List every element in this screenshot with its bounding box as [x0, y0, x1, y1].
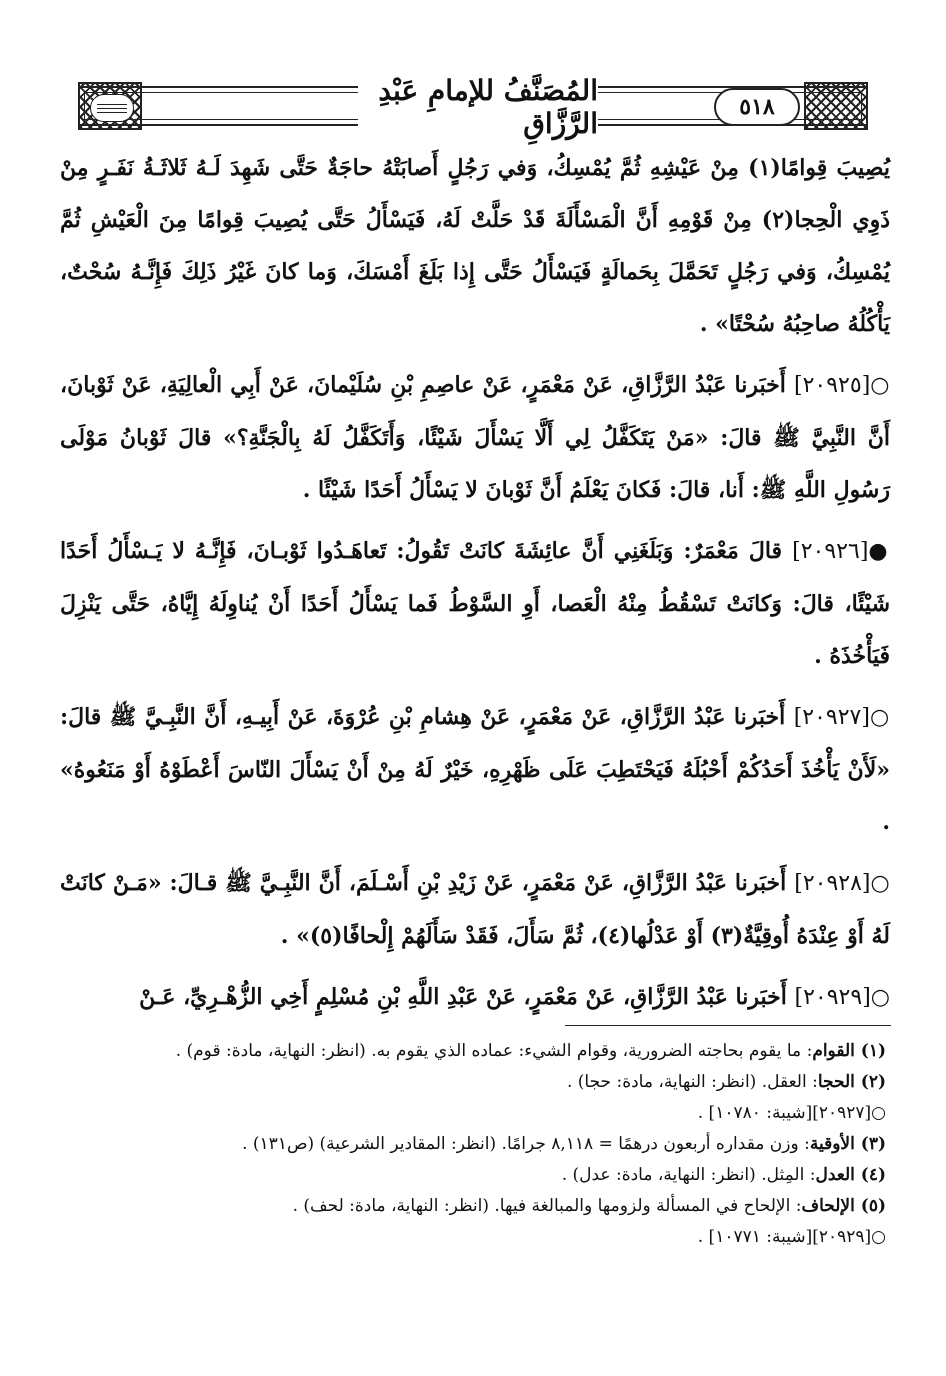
seal-logo [90, 94, 134, 122]
footnote-label: (٢) الحجا [817, 1072, 886, 1092]
footnote-text: : العقل. (انظر: النهاية، مادة: حجا) . [566, 1072, 818, 1092]
hadith-20925 [60, 359, 890, 516]
hadith-text: أَخبَرنا عَبْدُ الرَّزَّاقِ، عَنْ مَعْمَرٍ، عَنْ زَيْدِ بْنِ أَسْـلَمَ، أَنَّ النَّبِـيَّ ﷺ قـالَ: «مَـنْ كانَتْ لَهُ أَوْ عِنْدَهُ أُوقِيَّةٌ(٣) أَوْ عَدْلُها(٤)، ثُمَّ سَأَلَ، فَقَدْ سَأَلَهُمْ إِلْحافًا(٥)» . [60, 870, 890, 949]
hadith-20929 [60, 971, 890, 1024]
footnote-4 [60, 1160, 886, 1191]
footnote-text: : الإلحاح في المسألة ولزومها والمبالغة فيها. (انظر: النهاية، مادة: لحف) . [292, 1196, 802, 1216]
footnote-3 [60, 1129, 886, 1160]
footnotes [60, 1036, 886, 1253]
footnote-label: (١) القوام [812, 1041, 886, 1061]
footnote-text: : وزن مقداره أربعون درهمًا = ٨,١١٨ جرامًا. (انظر: المقادير الشرعية) (ص١٣١) . [242, 1134, 810, 1154]
hadith-number: [٢٠٩٢٨] [794, 871, 871, 896]
page-number: ٥١٨ [714, 88, 800, 126]
left-ornament [78, 82, 142, 130]
paragraph-continuation [60, 142, 890, 350]
footnote-1 [60, 1036, 886, 1067]
footnote-text: : المِثل. (انظر: النهاية، مادة: عدل) . [561, 1165, 816, 1185]
hadith-marker: ○ [870, 373, 890, 398]
footnote-ref-20927 [60, 1098, 886, 1129]
hadith-20926 [60, 525, 890, 682]
footnote-5 [60, 1191, 886, 1222]
paragraph-text: يُصِيبَ قِوامًا(١) مِنْ عَيْشِهِ ثُمَّ يُمْسِكُ، وَفي رَجُلٍ أَصابَتْهُ حاجَةٌ حَتَّى شَهِدَ لَـهُ ثَلاثَـةُ نَفَـرٍ مِنْ ذَوِي الْحِجا(٢) مِنْ قَوْمِهِ أَنَّ الْمَسْأَلَةَ قَدْ حَلَّتْ لَهُ، فَيَسْأَلُ حَتَّى يُصِيبَ قِوامًا مِنَ الْعَيْشِ ثُمَّ يُمْسِكُ، وَفي رَجُلٍ تَحَمَّلَ بِحَمالَةٍ فَيَسْأَلُ حَتَّى إِذا بَلَغَ أَمْسَكَ، وَما كانَ غَيْرُ ذَلِكَ فَإِنَّـهُ سُحْتٌ، يَأْكُلُهُ صاحِبُهُ سُحْتًا» . [60, 155, 890, 337]
footnote-divider [565, 1025, 891, 1026]
footnote-label: ○[٢٠٩٢٧] [812, 1103, 886, 1123]
page-header [78, 74, 868, 140]
main-text [60, 142, 890, 1033]
footnote-label: ○[٢٠٩٢٩] [812, 1227, 886, 1247]
hadith-marker: ○ [869, 705, 890, 730]
hadith-marker: ○ [870, 871, 891, 896]
footnote-label: (٣) الأوقية [809, 1134, 886, 1154]
hadith-text: قالَ مَعْمَرٌ: وَبَلَغَنِي أَنَّ عائِشَةَ كانَتْ تَقُولُ: تَعاهَـدُوا ثَوْبـانَ، فَإِنَّـهُ لا يَـسْأَلُ أَحَدًا شَيْئًا، قالَ: وَكانَتْ تَسْقُطُ مِنْهُ الْعَصا، أَوِ السَّوْطُ فَما يَسْأَلُ أَحَدًا أَنْ يُناوِلَهُ إِيَّاهُ، حَتَّى يَنْزِلَ فَيَأْخُذَهُ . [60, 538, 890, 669]
footnote-text: [شيبة: ١٠٧٨٠] . [697, 1103, 813, 1123]
right-ornament [804, 82, 868, 130]
footnote-text: [شيبة: ١٠٧٧١] . [697, 1227, 813, 1247]
hadith-20927 [60, 691, 890, 848]
footnote-label: (٤) العدل [815, 1165, 886, 1185]
footnote-label: (٥) الإلحاف [801, 1196, 886, 1216]
hadith-text: أَخبَرنا عَبْدُ الرَّزَّاقِ، عَنْ مَعْمَرٍ، عَنْ هِشامِ بْنِ عُرْوَةَ، عَنْ أَبِيـهِ، أَنَّ النَّبِـيَّ ﷺ قالَ: «لَأَنْ يَأْخُذَ أَحَدُكُمْ أَحْبُلَهُ فَيَحْتَطِبَ عَلَى ظَهْرِهِ، خَيْرٌ لَهُ مِنْ أَنْ يَسْأَلَ النّاسَ أَعْطَوْهُ أَوْ مَنَعُوهُ» . [60, 704, 890, 835]
hadith-number: [٢٠٩٢٥] [794, 373, 871, 398]
footnote-text: : ما يقوم بحاجته الضرورية، وقوام الشيء: عماده الذي يقوم به. (انظر: النهاية، مادة: قوم) . [175, 1041, 813, 1061]
footnote-ref-20929 [60, 1222, 886, 1253]
hadith-number: [٢٠٩٢٧] [793, 705, 870, 730]
hadith-text: أَخبَرنا عَبْدُ الرَّزَّاقِ، عَنْ مَعْمَرٍ، عَنْ عَبْدِ اللَّهِ بْنِ مُسْلِمٍ أَخِي الزُّهْـرِيِّ، عَـنْ [139, 984, 787, 1010]
hadith-number: [٢٠٩٢٦] [792, 539, 869, 564]
footnote-2 [60, 1067, 886, 1098]
hadith-text: أَخبَرنا عَبْدُ الرَّزَّاقِ، عَنْ مَعْمَرٍ، عَنْ عاصِمِ بْنِ سُلَيْمانَ، عَنْ أَبِي الْعالِيَةِ، عَنْ ثَوْبانَ، أَنَّ النَّبِيَّ ﷺ قالَ: «مَنْ يَتَكَفَّلُ لِي أَلَّا يَسْأَلَ شَيْئًا، وَأَتَكَفَّلُ لَهُ بِالْجَنَّةِ؟» قالَ ثَوْبانُ مَوْلَى رَسُولِ اللَّهِ ﷺ: أَنا، قالَ: فَكانَ يَعْلَمُ أَنَّ ثَوْبانَ لا يَسْأَلُ أَحَدًا شَيْئًا . [60, 372, 890, 503]
hadith-20928 [60, 857, 890, 962]
hadith-number: [٢٠٩٢٩] [794, 985, 871, 1010]
hadith-marker: ● [868, 539, 890, 564]
hadith-marker: ○ [870, 985, 890, 1010]
book-title: المُصَنَّفُ للإمامِ عَبْدِ الرَّزَّاقِ [358, 78, 598, 136]
